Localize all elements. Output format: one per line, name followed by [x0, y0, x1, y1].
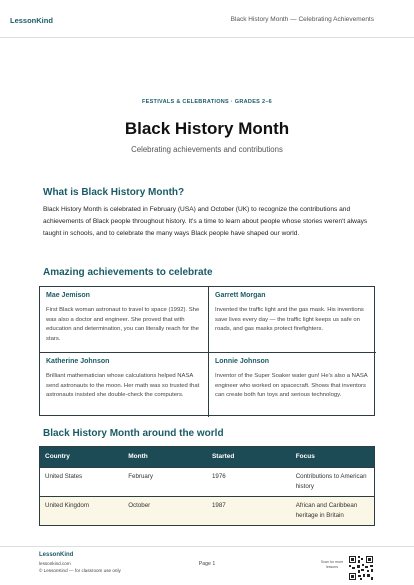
- table-cell: United States: [40, 468, 124, 497]
- qr-caption: Scan for more lessons: [320, 560, 344, 569]
- achievement-card-katherine-johnson: [40, 352, 208, 417]
- table-cell: 1976: [207, 468, 291, 497]
- achievement-card-mae-jemison: [40, 287, 208, 352]
- footer-brand: LessonKind: [39, 552, 74, 558]
- intro-paragraph: Black History Month is celebrated in February (USA) and October (UK) to recognize the contributions and achievements of Black people throughout history. It's a time to learn about people whose stories weren't always taught in schools, and to celebrate the many ways Black people have shaped our world.: [43, 206, 368, 237]
- qr-code-icon[interactable]: [348, 555, 374, 581]
- intro-heading: What is Black History Month?: [43, 187, 185, 198]
- table-cell: 1987: [207, 497, 291, 526]
- achievements-grid: [39, 286, 375, 416]
- table-cell: United Kingdom: [40, 497, 124, 526]
- table-header-row: [40, 447, 375, 468]
- page-subtitle: Celebrating achievements and contributions: [131, 145, 283, 154]
- achievements-heading: Amazing achievements to celebrate: [43, 267, 213, 278]
- table-cell: Contributions to American history: [291, 468, 375, 497]
- world-heading: Black History Month around the world: [43, 428, 224, 439]
- header-document-title: Black History Month — Celebrating Achievements: [230, 16, 374, 23]
- footer-copyright: © LessonKind — for classroom use only: [39, 568, 121, 573]
- table-row: [40, 497, 375, 526]
- category-kicker: FESTIVALS & CELEBRATIONS · GRADES 2–6: [141, 99, 273, 105]
- table-cell: October: [123, 497, 207, 526]
- achievement-description: First Black woman astronaut to travel to space (1992). She was also a doctor and engineer. She proved that with education and determination, you can literally reach for the stars.: [46, 307, 200, 342]
- table-cell: February: [123, 468, 207, 497]
- achievement-card-garrett-morgan: [208, 287, 376, 352]
- achievement-name: Lonnie Johnson: [215, 358, 270, 365]
- page-footer: [0, 546, 414, 585]
- achievement-description: Inventor of the Super Soaker water gun! He's also a NASA engineer who worked on spacecraft. Shows that inventors can create both fun toys and serious technology.: [215, 373, 368, 398]
- achievement-name: Mae Jemison: [46, 292, 90, 299]
- table-cell: African and Caribbean heritage in Britain: [291, 497, 375, 526]
- page-number: Page 1: [198, 561, 216, 567]
- achievement-name: Katherine Johnson: [46, 358, 110, 365]
- column-header-month: Month: [123, 447, 207, 468]
- column-header-country: Country: [40, 447, 124, 468]
- footer-site-link[interactable]: lessonkind.com: [39, 561, 71, 566]
- achievement-description: Invented the traffic light and the gas mask. His inventions save lives every day — the traffic light keeps us safe on roads, and gas masks protect firefighters.: [215, 307, 364, 332]
- achievement-name: Garrett Morgan: [215, 292, 266, 299]
- column-header-focus: Focus: [291, 447, 375, 468]
- achievement-card-lonnie-johnson: [208, 352, 376, 417]
- column-header-started: Started: [207, 447, 291, 468]
- achievement-description: Brilliant mathematician whose calculations helped NASA send astronauts to the moon. Her math was so trusted that astronauts insisted she double-check the computers.: [46, 373, 200, 398]
- page-title: Black History Month: [124, 119, 290, 138]
- world-table: [39, 446, 375, 526]
- top-bar: [0, 0, 414, 38]
- table-row: [40, 468, 375, 497]
- brand-logo-text[interactable]: LessonKind: [10, 16, 53, 25]
